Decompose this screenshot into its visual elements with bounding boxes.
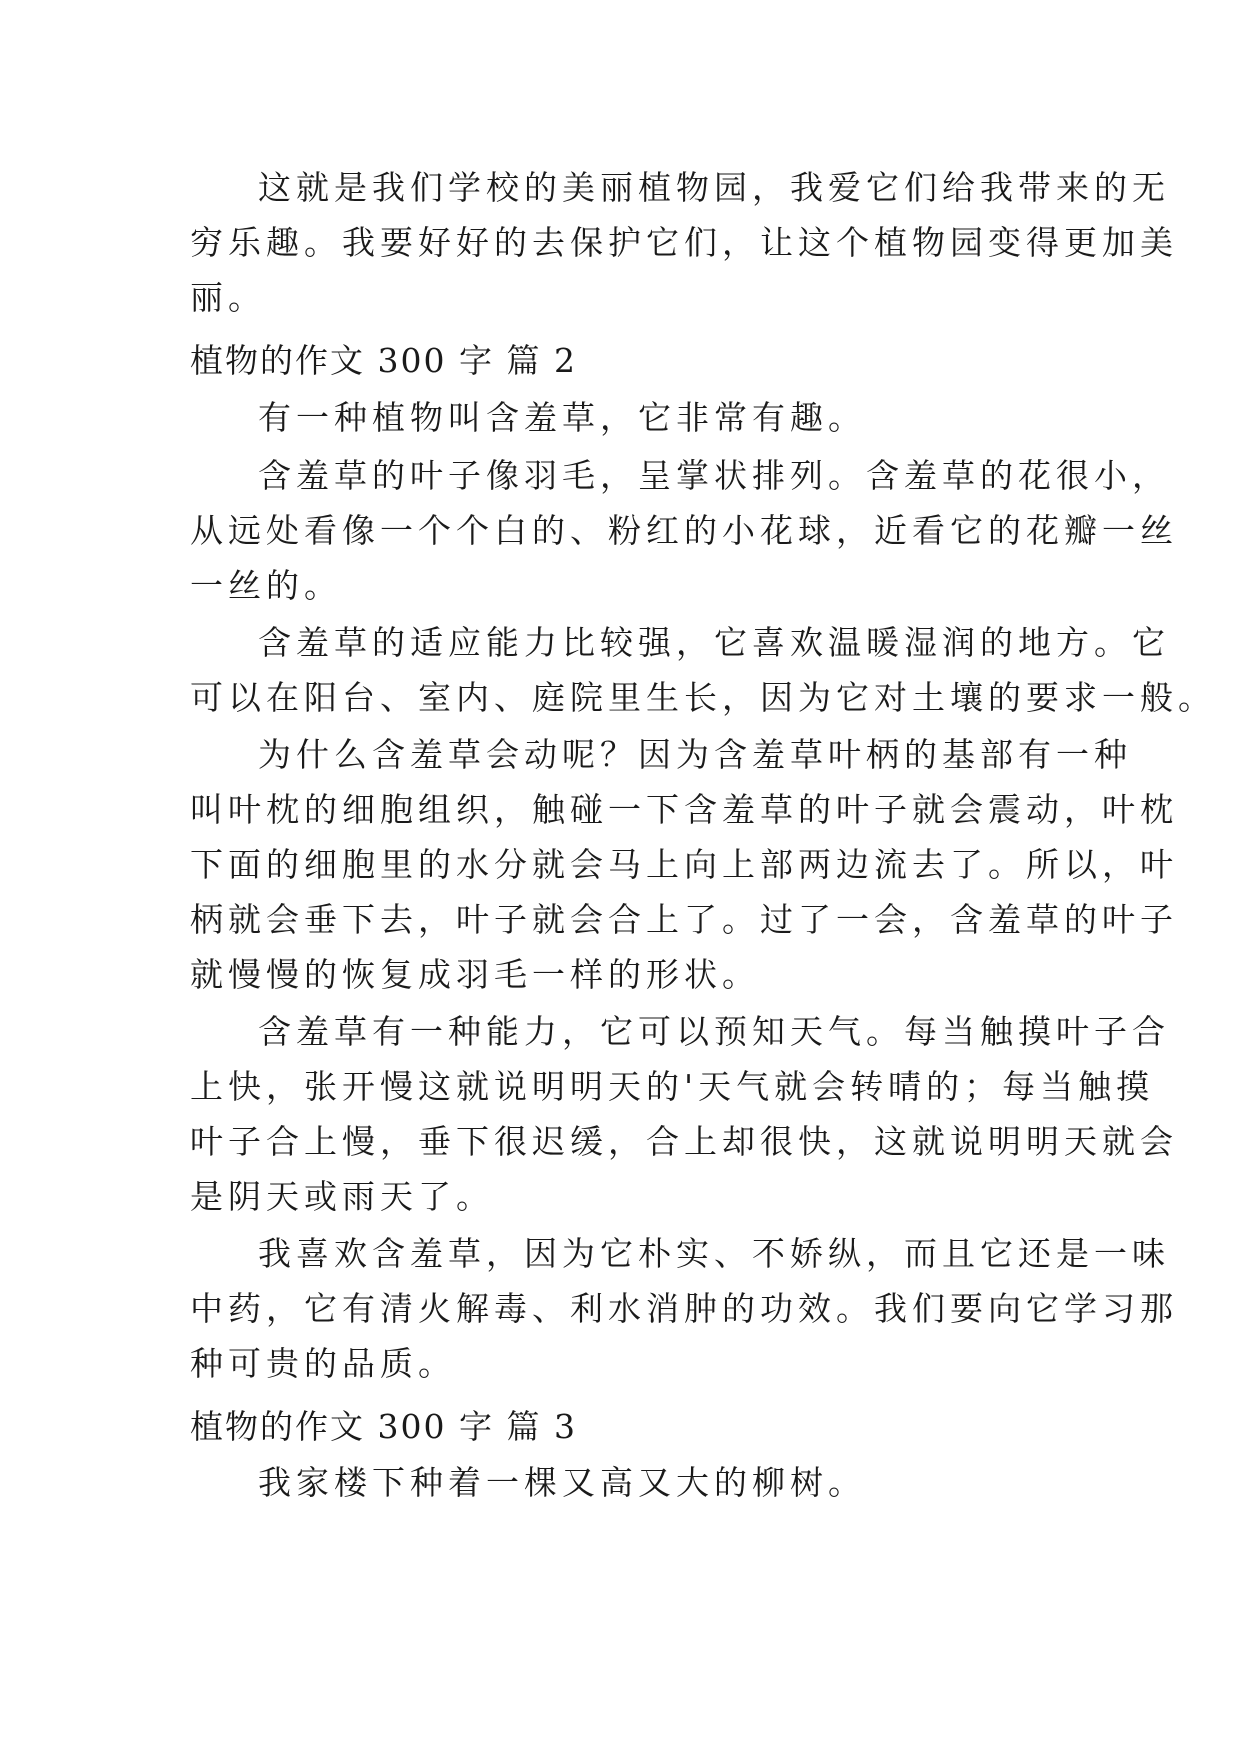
para-7-line-3: 种可贵的品质。 (190, 1344, 456, 1383)
para-2-line-1: 有一种植物叫含羞草，它非常有趣。 (258, 398, 866, 437)
para-6-line-1: 含羞草有一种能力，它可以预知天气。每当触摸叶子合 (258, 1012, 1170, 1051)
para-5-line-4: 柄就会垂下去，叶子就会合上了。过了一会，含羞草的叶子 (190, 900, 1178, 939)
para-7-line-2: 中药，它有清火解毒、利水消肿的功效。我们要向它学习那 (190, 1289, 1178, 1328)
para-8-line-1: 我家楼下种着一棵又高又大的柳树。 (258, 1463, 866, 1502)
para-1-line-3: 丽。 (190, 278, 266, 317)
para-3-line-3: 一丝的。 (190, 566, 342, 605)
para-5-line-5: 就慢慢的恢复成羽毛一样的形状。 (190, 955, 760, 994)
para-4-line-1: 含羞草的适应能力比较强，它喜欢温暖湿润的地方。它 (258, 623, 1170, 662)
para-4-line-2: 可以在阳台、室内、庭院里生长，因为它对土壤的要求一般。 (190, 678, 1216, 717)
para-6-line-4: 是阴天或雨天了。 (190, 1177, 494, 1216)
section-heading-3: 植物的作文 300 字 篇 3 (190, 1407, 577, 1446)
para-6-line-3: 叶子合上慢，垂下很迟缓，合上却很快，这就说明明天就会 (190, 1122, 1178, 1161)
para-1-line-2: 穷乐趣。我要好好的去保护它们，让这个植物园变得更加美 (190, 223, 1178, 262)
para-1-line-1: 这就是我们学校的美丽植物园，我爱它们给我带来的无 (258, 168, 1170, 207)
section-heading-2: 植物的作文 300 字 篇 2 (190, 341, 577, 380)
para-7-line-1: 我喜欢含羞草，因为它朴实、不娇纵，而且它还是一味 (258, 1234, 1170, 1273)
para-6-line-2: 上快，张开慢这就说明明天的'天气就会转晴的；每当触摸 (190, 1067, 1155, 1106)
para-3-line-1: 含羞草的叶子像羽毛，呈掌状排列。含羞草的花很小， (258, 456, 1170, 495)
para-5-line-3: 下面的细胞里的水分就会马上向上部两边流去了。所以，叶 (190, 845, 1178, 884)
para-5-line-1: 为什么含羞草会动呢？因为含羞草叶柄的基部有一种 (258, 735, 1132, 774)
para-3-line-2: 从远处看像一个个白的、粉红的小花球，近看它的花瓣一丝 (190, 511, 1178, 550)
para-5-line-2: 叫叶枕的细胞组织，触碰一下含羞草的叶子就会震动，叶枕 (190, 790, 1178, 829)
